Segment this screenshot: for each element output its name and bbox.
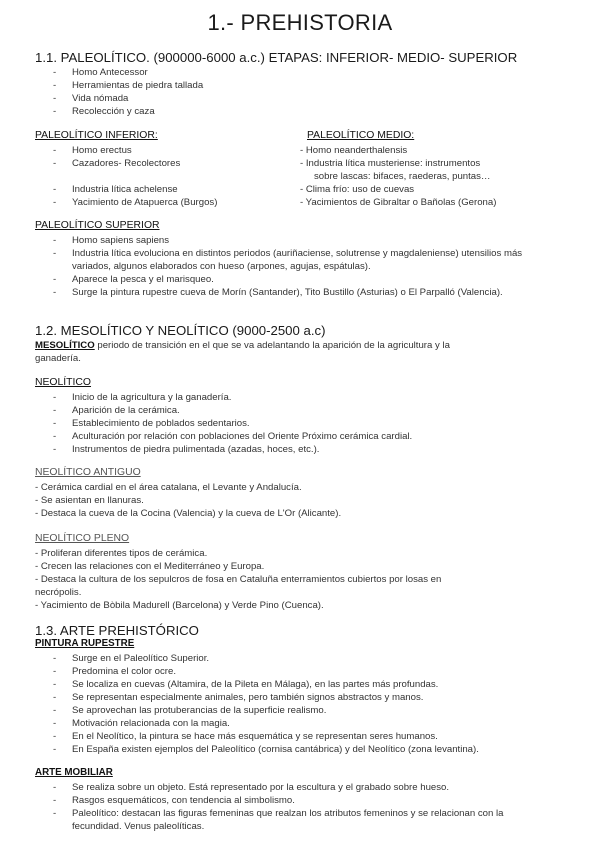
mesolitico-text-1: periodo de transición en el que se va adelantando la aparición de la agricultura y la [94,340,450,351]
list-item: - Yacimiento de Bòbila Madurell (Barcelona) y Verde Pino (Cuenca). [35,600,324,611]
list-item: - Yacimientos de Gibraltar o Bañolas (Gerona) [300,197,497,208]
list-item: - Instrumentos de piedra pulimentada (azadas, hoces, etc.). [35,443,412,456]
list-item: - Cazadores- Recolectores [35,157,217,170]
list-item: sobre lascas: bifaces, raederas, puntas… [314,171,491,182]
subheading-neolitico-antiguo: NEOLÍTICO ANTIGUO [35,467,141,478]
paleolitico-superior-list [35,234,555,299]
list-item: - Cerámica cardial en el área catalana, el Levante y Andalucía. [35,482,302,493]
list-item: - Proliferan diferentes tipos de cerámica. [35,548,208,559]
list-item: - Yacimiento de Atapuerca (Burgos) [35,196,217,209]
list-item: - Industria lítica musteriense: instrumentos [300,158,481,169]
list-item: - Homo sapiens sapiens [35,234,555,247]
list-item: - Homo Antecessor [35,66,203,79]
list-item: - Homo neanderthalensis [300,145,408,156]
list-item: - Se representan especialmente animales, pero también signos abstractos y manos. [35,691,479,704]
section-heading-mesolitico-neolitico: 1.2. MESOLÍTICO Y NEOLÍTICO (9000-2500 a.c) [35,323,326,338]
list-item: - Predomina el color ocre. [35,665,479,678]
list-item: - Clima frío: uso de cuevas [300,184,415,195]
list-item: - Se realiza sobre un objeto. Está representado por la escultura y el grabado sobre hueso. [35,781,555,794]
list-item: - Motivación relacionada con la magia. [35,717,479,730]
mesolitico-paragraph [35,339,450,352]
neolitico-antiguo-list [35,481,341,520]
pintura-rupestre-list [35,652,479,756]
list-item: - Vida nómada [35,92,203,105]
paleolitico-medio-list [300,144,496,209]
section-heading-arte-prehistorico: 1.3. ARTE PREHISTÓRICO [35,623,199,638]
list-item: - Rasgos esquemáticos, con tendencia al simbolismo. [35,794,555,807]
subheading-pintura-rupestre: PINTURA RUPESTRE [35,638,135,649]
mesolitico-label: MESOLÍTICO [35,340,95,351]
list-item: - Recolección y caza [35,105,203,118]
page-title: 1.- PREHISTORIA [207,10,393,35]
list-item: - Industria lítica achelense [35,183,217,196]
list-item: - Industria lítica evoluciona en distintos periodos (auriñaciense, solutrense y magdaleniense) utensilios más variados, algunos elaborados con hueso (arpones, agujas, espátulas). [35,247,555,273]
list-item: - Paleolítico: destacan las figuras femeninas que realzan los atributos femeninos y se relacionan con la fecundidad. Venus paleolíticas. [35,807,555,833]
paleolitico-inferior-list [35,144,217,209]
list-item: - Inicio de la agricultura y la ganadería. [35,391,412,404]
list-item: - Establecimiento de poblados sedentarios. [35,417,412,430]
list-item: - En el Neolítico, la pintura se hace más esquemática y se representan seres humanos. [35,730,479,743]
neolitico-pleno-list [35,547,441,612]
subheading-paleolitico-superior: PALEOLÍTICO SUPERIOR [35,220,160,231]
paleolitico-list [35,66,203,118]
subheading-neolitico: NEOLÍTICO [35,377,92,388]
list-item: - Surge en el Paleolítico Superior. [35,652,479,665]
list-item: - Se localiza en cuevas (Altamira, de la Pileta en Málaga), en las partes más profundas. [35,678,479,691]
list-item: - Surge la pintura rupestre cueva de Morín (Santander), Tito Bustillo (Asturias) o El Parpalló (Valencia). [35,286,555,299]
list-item: - Destaca la cueva de la Cocina (Valencia) y la cueva de L'Or (Alicante). [35,508,342,519]
list-item: - Aparición de la cerámica. [35,404,412,417]
list-item: - Aparece la pesca y el marisqueo. [35,273,555,286]
list-item: necrópolis. [35,587,82,598]
section-heading-paleolitico: 1.1. PALEOLÍTICO. (900000-6000 a.c.) ETAPAS: INFERIOR- MEDIO- SUPERIOR [35,50,518,65]
list-item: - Crecen las relaciones con el Mediterráneo y Europa. [35,561,265,572]
arte-mobiliar-list [35,781,555,833]
subheading-paleolitico-medio: PALEOLÍTICO MEDIO: [307,130,415,141]
list-item: - Destaca la cultura de los sepulcros de fosa en Cataluña enterramientos cubiertos por losas en [35,574,442,585]
list-item: - Aculturación por relación con poblaciones del Oriente Próximo cerámica cardial. [35,430,412,443]
list-item: - Se asientan en llanuras. [35,495,144,506]
subheading-paleolitico-inferior: PALEOLÍTICO INFERIOR: [35,130,158,141]
list-item: - Herramientas de piedra tallada [35,79,203,92]
list-item: - Homo erectus [35,144,217,157]
list-item: - Se aprovechan las protuberancias de la superficie realismo. [35,704,479,717]
subheading-arte-mobiliar: ARTE MOBILIAR [35,767,113,778]
list-item: - En España existen ejemplos del Paleolítico (cornisa cantábrica) y del Neolítico (zona levantina). [35,743,479,756]
subheading-neolitico-pleno: NEOLÍTICO PLENO [35,533,130,544]
mesolitico-text-2: ganadería. [35,353,81,364]
neolitico-list [35,391,412,456]
